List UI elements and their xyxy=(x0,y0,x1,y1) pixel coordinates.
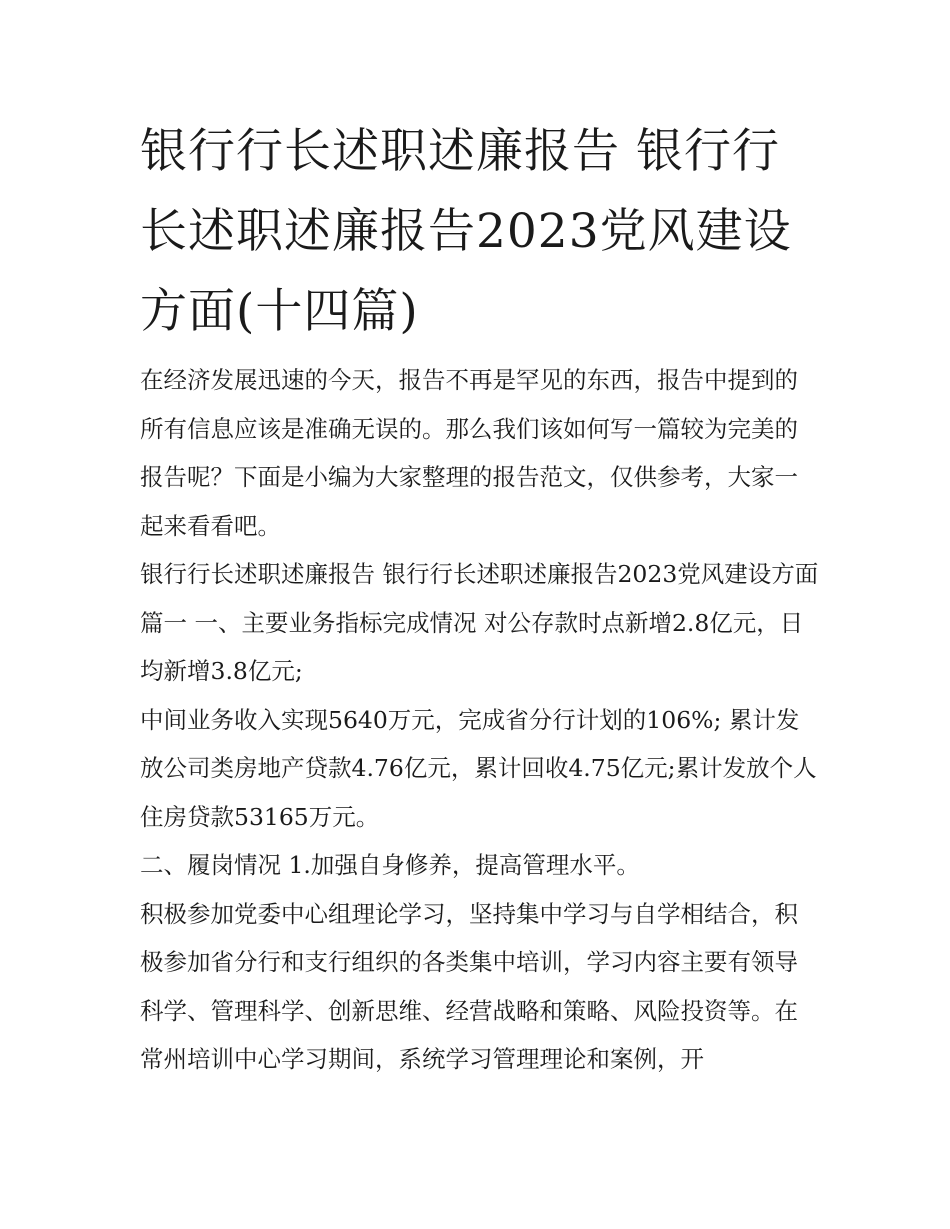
paragraph-income: 中间业务收入实现5640万元，完成省分行计划的106%; 累计发放公司类房地产贷款4.76亿元，累计回收4.75亿元;累计发放个人住房贷款53165万元。 xyxy=(140,705,817,831)
paragraph-study: 积极参加党委中心组理论学习，坚持集中学习与自学相结合，积极参加省分行和支行组织的各类集中培训，学习内容主要有领导科学、管理科学、创新思维、经营战略和策略、风险投资等。在常州培训中心学习期间，系统学习管理理论和案例，开 xyxy=(140,899,798,1073)
paragraph-intro: 在经济发展迅速的今天，报告不再是罕见的东西，报告中提到的所有信息应该是准确无误的。那么我们该如何写一篇较为完美的报告呢？下面是小编为大家整理的报告范文，仅供参考，大家一起来看看吧。 xyxy=(140,366,798,540)
paragraph-section-one: 银行行长述职述廉报告 银行行长述职述廉报告2023党风建设方面篇一 一、主要业务指标完成情况 对公存款时点新增2.8亿元，日均新增3.8亿元; xyxy=(140,560,819,685)
paragraph-section-two: 二、履岗情况 1.加强自身修养，提高管理水平。 xyxy=(140,851,640,879)
document-body xyxy=(140,356,820,1084)
document-title: 银行行长述职述廉报告 银行行长述职述廉报告2023党风建设方面(十四篇) xyxy=(140,124,792,339)
